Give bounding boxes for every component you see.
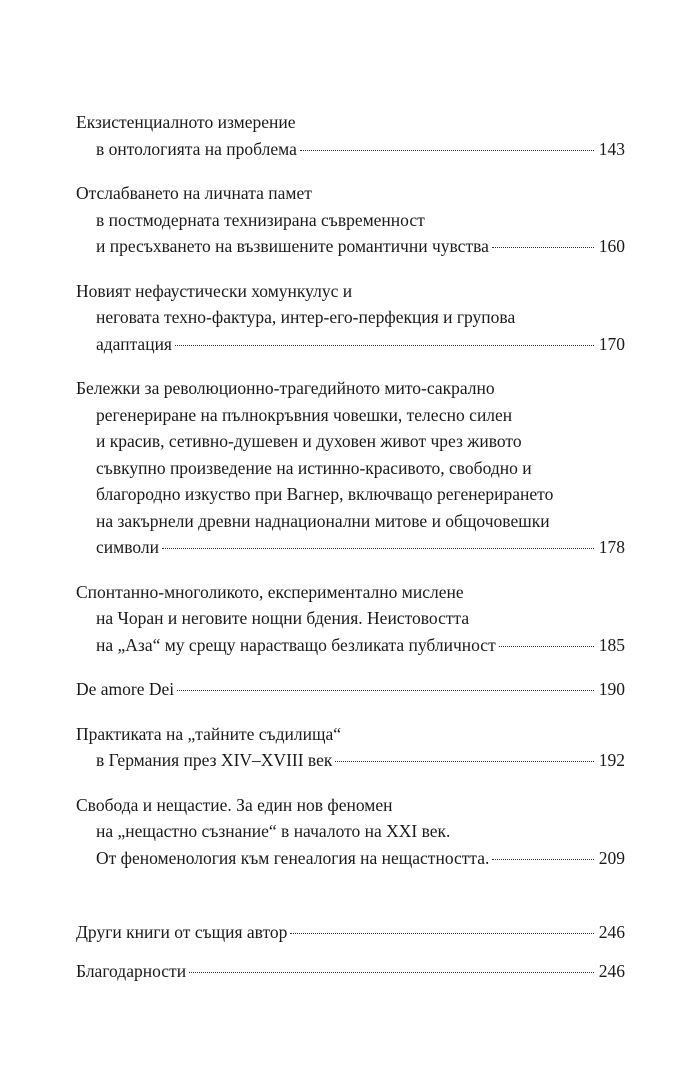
toc-entry [76,375,625,561]
toc-entry-last-line [76,632,625,659]
toc-entry-text: благородно изкуство при Вагнер, включващо регенерирането [96,484,554,504]
dot-leader [175,344,594,346]
dot-leader [177,689,594,691]
dot-leader [492,858,594,860]
page-number: 143 [598,138,625,159]
toc-entry-text: и пресъхването на възвишените романтични чувства [96,236,489,256]
toc-entry-text: на „нещастно съзнание“ в началото на XXI век. [96,821,451,841]
toc-entry-text: От феноменология към генеалогия на нещастността. [96,847,490,868]
toc-entry [76,579,625,659]
toc-entry-last-line [76,331,625,358]
page-number: 178 [598,537,625,557]
toc-entry-text: съвкупно произведение на истинно-красивото, свободно и [96,457,532,478]
toc-entry-text: на закърнели древни наднационални митове и общочовешки [96,510,550,531]
dot-leader [499,645,594,647]
toc-entry-title: Благодарности [76,960,187,981]
toc-entry [76,278,625,358]
toc-entry-text: регенериране на пълнокръвния човешки, телесно силен [96,404,513,425]
page-number: 160 [598,236,625,256]
page-number: 190 [598,679,625,699]
page-number: 209 [598,847,625,868]
toc-entry-title: Практиката на „тайните съдилища“ [76,723,341,744]
dot-leader [492,246,594,248]
toc-entry-text: в постмодерната технизирана съвременност [96,209,425,230]
toc-entry-title: Отслабването на личната памет [76,183,312,203]
toc-entry [76,721,625,774]
toc-entry-text: на „Аза“ му срещу нарастващо безликата публичност [96,634,496,655]
toc-entry-title: Новият нефаустически хомункулус и [76,280,353,301]
toc-entry-last-line [76,534,625,561]
toc-entry-title: Бележки за революционно-трагедийното мито-сакрално [76,378,495,398]
toc-entry [76,958,625,985]
toc-entry-title: Други книги от същия автор [76,922,288,942]
toc-entry-text: и красив, сетивно-душевен и духовен живот чрез живото [96,431,522,451]
toc-entry [76,180,625,260]
toc-entry-text: в онтологията на проблема [96,138,297,159]
toc-entry-last-line [76,845,625,872]
table-of-contents [76,109,625,1002]
toc-entry-last-line [76,136,625,163]
toc-entry [76,919,625,946]
page-number: 192 [598,750,625,770]
dot-leader [290,932,594,934]
toc-entry-last-line [76,958,625,985]
page-number: 185 [598,634,625,655]
toc-entry-title: Спонтанно-многоликото, експериментално мислене [76,581,464,602]
toc-entry-last-line [76,747,625,774]
toc-entry-text: символи [96,537,159,557]
toc-entry-text: в Германия през XIV–XVIII век [96,750,333,770]
dot-leader [300,149,594,151]
toc-entry-title: Свобода и нещастие. За един нов феномен [76,794,393,815]
toc-entry-last-line [76,233,625,260]
toc-entry-title: De amore Dei [76,679,175,699]
toc-entry-text: неговата техно-фактура, интер-его-перфекция и групова [96,307,516,327]
toc-entry-last-line [76,676,625,703]
toc-entry [76,792,625,872]
page-number: 246 [598,922,625,942]
page-number: 246 [598,960,625,981]
toc-entry-text: адаптация [96,333,172,354]
toc-entry [76,109,625,162]
toc-entry-title: Екзистенциалното измерение [76,112,296,132]
dot-leader [335,760,594,762]
dot-leader [189,971,594,973]
toc-entry-text: на Чоран и неговите нощни бдения. Неистовостта [96,608,470,628]
toc-entry [76,676,625,703]
dot-leader [162,547,594,549]
page-number: 170 [598,333,625,354]
toc-entry-last-line [76,919,625,946]
